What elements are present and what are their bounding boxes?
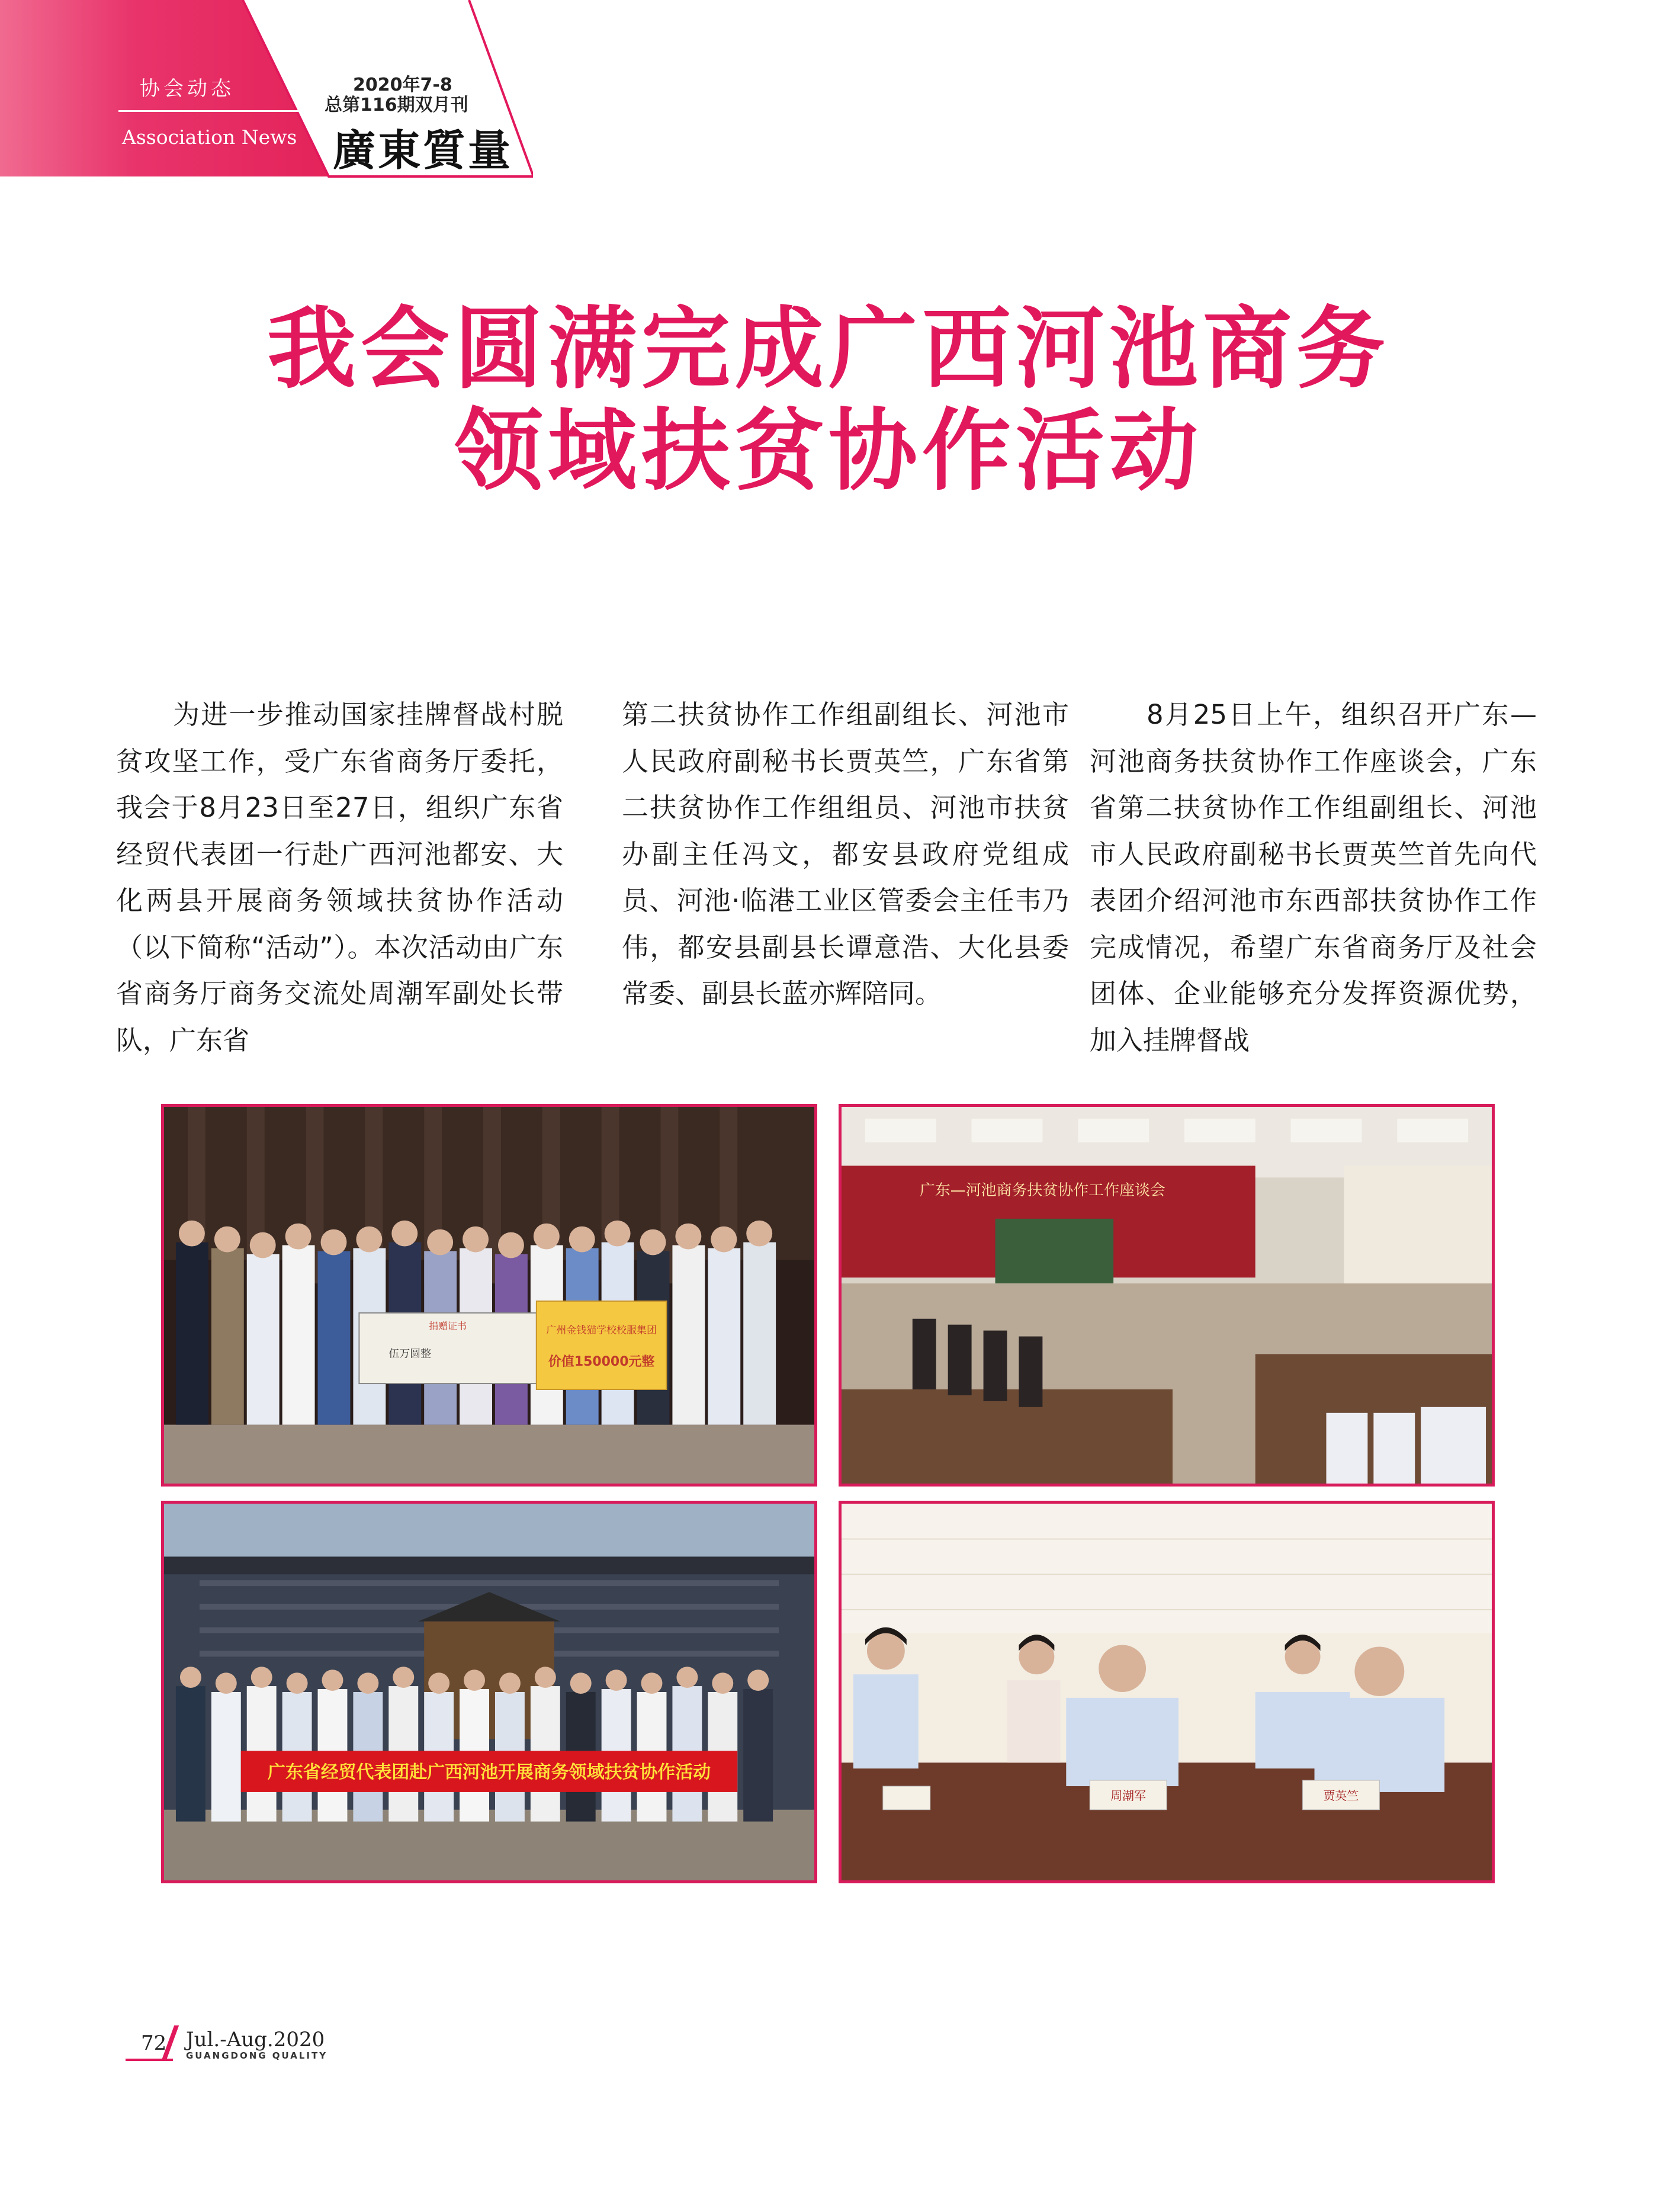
photo-group-banner [161,1501,817,1883]
body-column-3: 8月25日上午，组织召开广东—河池商务扶贫协作工作座谈会，广东省第二扶贫协作工作组副组长、河池市人民政府副秘书长贾英竺首先向代表团介绍河池市东西部扶贫协作工作完成情况，希望广东省商务厅及社会团体、企业能够充分发挥资源优势，加入挂牌督战 [1090,699,1537,1056]
footer-date: Jul.-Aug.2020 [186,2028,325,2052]
magazine-logo: 廣東質量 [333,125,513,175]
board-right-value: 价值150000元整 [548,1354,655,1370]
board-left-title: 捐赠证书 [429,1320,467,1332]
nameplate-right: 贾英竺 [1323,1789,1359,1803]
meeting-banner: 广东—河池商务扶贫协作工作座谈会 [919,1182,1165,1200]
section-title-cn: 协会动态 [140,77,235,101]
section-title-en: Association News [122,126,297,149]
photo-speakers-table [839,1501,1495,1883]
photo-donation-ceremony [161,1104,817,1487]
body-column-1: 为进一步推动国家挂牌督战村脱贫攻坚工作，受广东省商务厅委托，我会于8月23日至27日，组织广东省经贸代表团一行赴广西河池都安、大化两县开展商务领域扶贫协作活动（以下简称“活动”）。本次活动由广东省商务厅商务交流处周潮军副处长带队，广东省 [116,699,563,1056]
header-divider [118,110,314,112]
footer-magazine-name: GUANGDONG QUALITY [186,2050,328,2061]
article-title-line1: 我会圆满完成广西河池商务 [266,298,1390,401]
page-number: 72 [141,2031,167,2055]
board-left-amount: 伍万圆整 [388,1347,432,1360]
nameplate-center: 周潮军 [1110,1789,1147,1803]
article-title-line2: 领域扶贫协作活动 [454,400,1203,503]
group-banner-text: 广东省经贸代表团赴广西河池开展商务领域扶贫协作活动 [267,1762,711,1783]
issue-date: 2020年7-8 [353,75,452,95]
photo-meeting-room [839,1104,1495,1487]
page-footer [129,2022,484,2069]
board-right-title: 广州金钱猫学校校服集团 [546,1324,657,1336]
footer-underline [126,2059,173,2061]
body-column-2: 第二扶贫协作工作组副组长、河池市人民政府副秘书长贾英竺，广东省第二扶贫协作工作组组员、河池市扶贫办副主任冯文，都安县政府党组成员、河池·临港工业区管委会主任韦乃伟，都安县副县长谭意浩、大化县委常委、副县长蓝亦辉陪同。 [622,699,1069,1009]
issue-number: 总第116期双月刊 [325,95,468,115]
